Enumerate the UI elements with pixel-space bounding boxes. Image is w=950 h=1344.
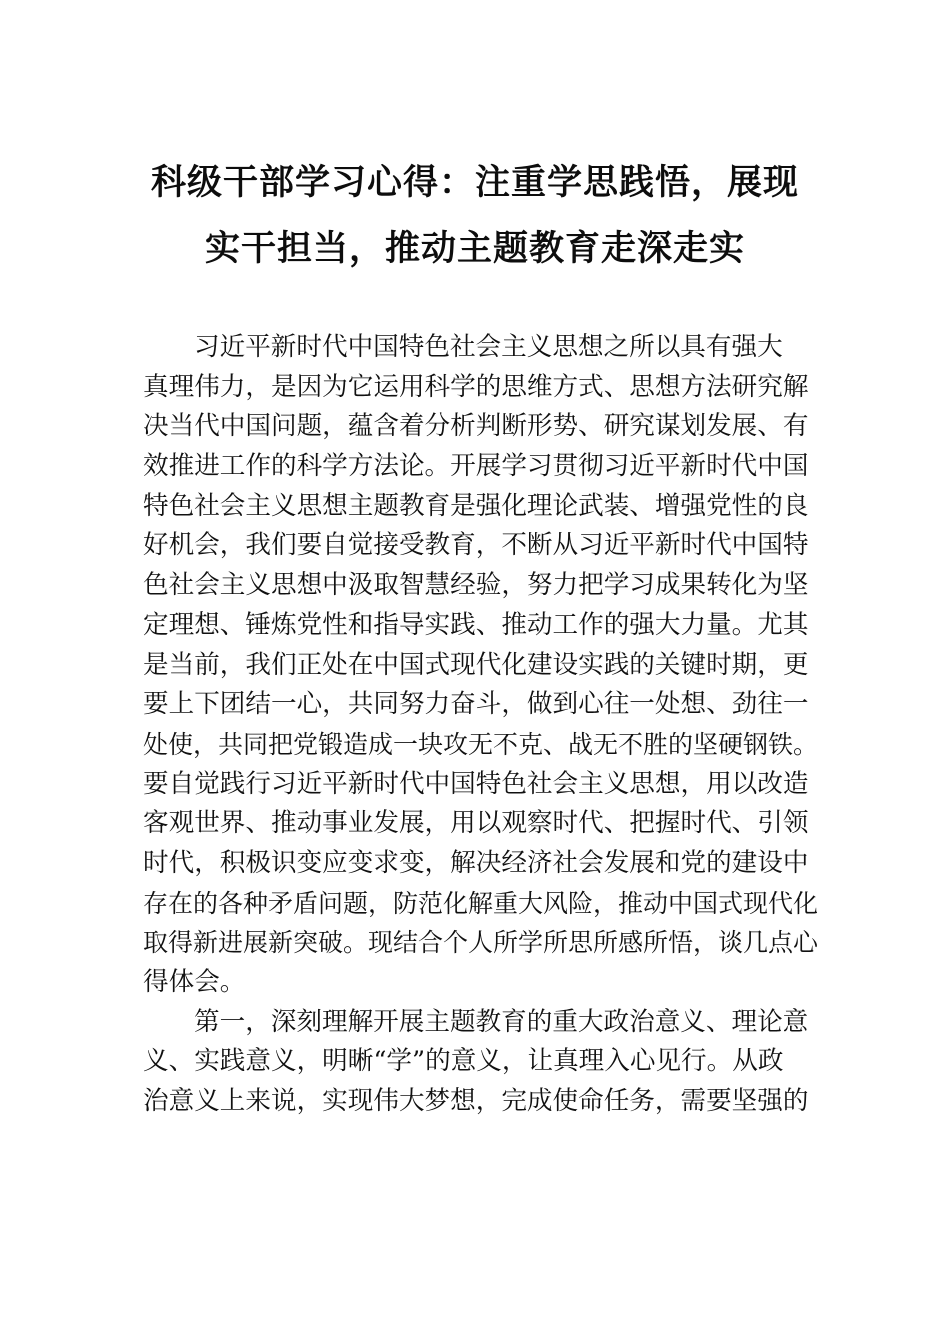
body-line: 定理想、锤炼党性和指导实践、推动工作的强大力量。尤其 (143, 609, 809, 640)
body-line: 决当代中国问题，蕴含着分析判断形势、研究谋划发展、有 (143, 411, 809, 442)
body-line: 效推进工作的科学方法论。开展学习贯彻习近平新时代中国 (143, 451, 809, 482)
body-line: 真理伟力，是因为它运用科学的思维方式、思想方法研究解 (143, 371, 809, 402)
body-line: 处使，共同把党锻造成一块攻无不克、战无不胜的坚硬钢铁。 (143, 729, 819, 759)
body-line: 色社会主义思想中汲取智慧经验，努力把学习成果转化为坚 (143, 570, 809, 601)
body-line: 习近平新时代中国特色社会主义思想之所以具有强大 (194, 332, 783, 362)
body-line: 得体会。 (143, 967, 246, 997)
body-line: 特色社会主义思想主题教育是强化理论武装、增强党性的良 (143, 490, 809, 521)
body-line: 是当前，我们正处在中国式现代化建设实践的关键时期，更 (143, 649, 809, 680)
body-line: 治意义上来说，实现伟大梦想，完成使命任务，需要坚强的 (143, 1086, 809, 1117)
document-title (120, 150, 830, 282)
body-line: 时代，积极识变应变求变，解决经济社会发展和党的建设中 (143, 847, 809, 878)
body-line: 要上下团结一心，共同努力奋斗，做到心往一处想、劲往一 (143, 689, 809, 720)
document-body (143, 328, 823, 1122)
body-line: 客观世界、推动事业发展，用以观察时代、把握时代、引领 (143, 808, 809, 839)
body-line: 存在的各种矛盾问题，防范化解重大风险，推动中国式现代化 (143, 888, 819, 918)
body-line: 取得新进展新突破。现结合个人所学所思所感所悟，谈几点心 (143, 928, 819, 958)
title-line-1: 科级干部学习心得：注重学思践悟，展现 (150, 162, 799, 203)
body-line: 第一，深刻理解开展主题教育的重大政治意义、理论意 (194, 1006, 809, 1037)
title-line-2: 实干担当，推动主题教育走深走实 (204, 228, 745, 269)
body-line: 好机会，我们要自觉接受教育，不断从习近平新时代中国特 (143, 530, 809, 561)
body-line: 义、实践意义，明晰“学”的意义，让真理入心见行。从政 (143, 1046, 784, 1077)
body-line: 要自觉践行习近平新时代中国特色社会主义思想，用以改造 (143, 768, 809, 799)
